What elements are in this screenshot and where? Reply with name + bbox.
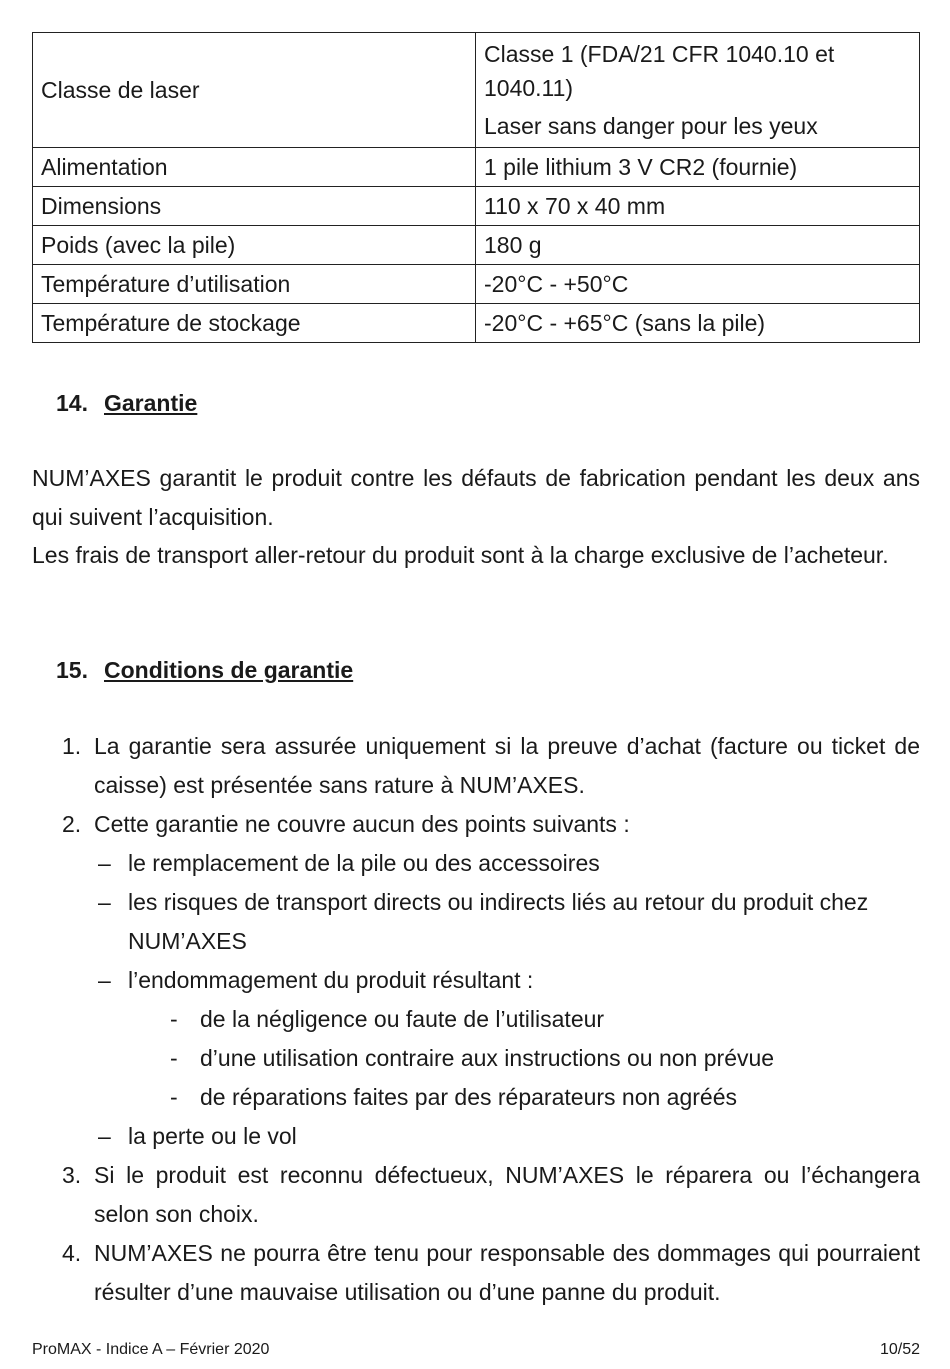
sub-list-item: [32, 844, 920, 883]
nested-list-text: d’une utilisation contraire aux instructions ou non prévue: [200, 1045, 775, 1071]
conditions-list: [32, 727, 920, 1312]
spec-value: -20°C - +65°C (sans la pile): [476, 304, 920, 343]
spec-label: Température de stockage: [33, 304, 476, 343]
list-item: [32, 1234, 920, 1312]
section-number: 14.: [56, 390, 88, 416]
spec-label: Dimensions: [33, 187, 476, 226]
table-row: [33, 33, 920, 148]
sub-list-item: [32, 883, 920, 961]
list-text: NUM’AXES ne pourra être tenu pour responsable des dommages qui pourraient résulter d’une mauvaise utilisation ou d’une panne du produit.: [94, 1240, 920, 1305]
list-text: Cette garantie ne couvre aucun des points suivants :: [94, 811, 630, 837]
spec-value: 180 g: [476, 226, 920, 265]
spec-value: 110 x 70 x 40 mm: [476, 187, 920, 226]
spec-label: Alimentation: [33, 148, 476, 187]
table-row: [33, 226, 920, 265]
nested-list-item: [32, 1078, 920, 1117]
nested-list-text: de la négligence ou faute de l’utilisateur: [200, 1006, 605, 1032]
dash-bullet: –: [98, 967, 111, 993]
section-number: 15.: [56, 657, 88, 683]
paragraph: NUM’AXES garantit le produit contre les défauts de fabrication pendant les deux ans qui suivent l’acquisition.: [32, 465, 920, 530]
dash-bullet: –: [98, 850, 111, 876]
list-item: [32, 1156, 920, 1234]
nested-list-item: [32, 1000, 920, 1039]
table-row: [33, 187, 920, 226]
table-row: [33, 148, 920, 187]
spec-value-line: Classe 1 (FDA/21 CFR 1040.10 et 1040.11): [484, 41, 835, 101]
section-heading-garantie: [56, 388, 197, 418]
sub-list-item: [32, 1117, 920, 1156]
page-number: 10/52: [879, 1341, 920, 1358]
spec-label: Température d’utilisation: [33, 265, 476, 304]
sub-list-text: le remplacement de la pile ou des accessoires: [128, 850, 600, 876]
sub-list-text: les risques de transport directs ou indirects liés au retour du produit chez NUM’AXES: [128, 889, 869, 954]
spec-value: [476, 33, 920, 148]
nested-list-item: [32, 1039, 920, 1078]
paragraph: Les frais de transport aller-retour du produit sont à la charge exclusive de l’acheteur.: [32, 542, 889, 568]
spec-label: Classe de laser: [33, 33, 476, 148]
dash-bullet: –: [98, 1123, 111, 1149]
dash-bullet: -: [170, 1045, 178, 1071]
spec-value-line: Laser sans danger pour les yeux: [484, 113, 818, 139]
table-row: [33, 304, 920, 343]
list-item: [32, 805, 920, 844]
dash-bullet: -: [170, 1084, 178, 1110]
section-title: Garantie: [104, 390, 198, 416]
section-heading-conditions: [56, 655, 353, 685]
list-number: 3.: [62, 1162, 82, 1188]
sub-list-text: l’endommagement du produit résultant :: [128, 967, 534, 993]
list-number: 4.: [62, 1240, 82, 1266]
dash-bullet: -: [170, 1006, 178, 1032]
section-title: Conditions de garantie: [104, 657, 354, 683]
list-text: La garantie sera assurée uniquement si la preuve d’achat (facture ou ticket de caisse) est présentée sans rature à NUM’AXES.: [94, 733, 920, 798]
list-number: 1.: [62, 733, 82, 759]
garantie-paragraph: [32, 459, 920, 575]
spec-table: [32, 32, 920, 343]
table-row: [33, 265, 920, 304]
sub-list-item: [32, 961, 920, 1000]
sub-list-text: la perte ou le vol: [128, 1123, 297, 1149]
spec-label: Poids (avec la pile): [33, 226, 476, 265]
dash-bullet: –: [98, 889, 111, 915]
footer-document-reference: ProMAX - Indice A – Février 2020: [32, 1341, 270, 1358]
spec-value: 1 pile lithium 3 V CR2 (fournie): [476, 148, 920, 187]
list-text: Si le produit est reconnu défectueux, NUM’AXES le réparera ou l’échangera selon son choix.: [94, 1162, 920, 1227]
list-item: [32, 727, 920, 805]
list-number: 2.: [62, 811, 82, 837]
spec-value: -20°C - +50°C: [476, 265, 920, 304]
nested-list-text: de réparations faites par des réparateurs non agréés: [200, 1084, 737, 1110]
